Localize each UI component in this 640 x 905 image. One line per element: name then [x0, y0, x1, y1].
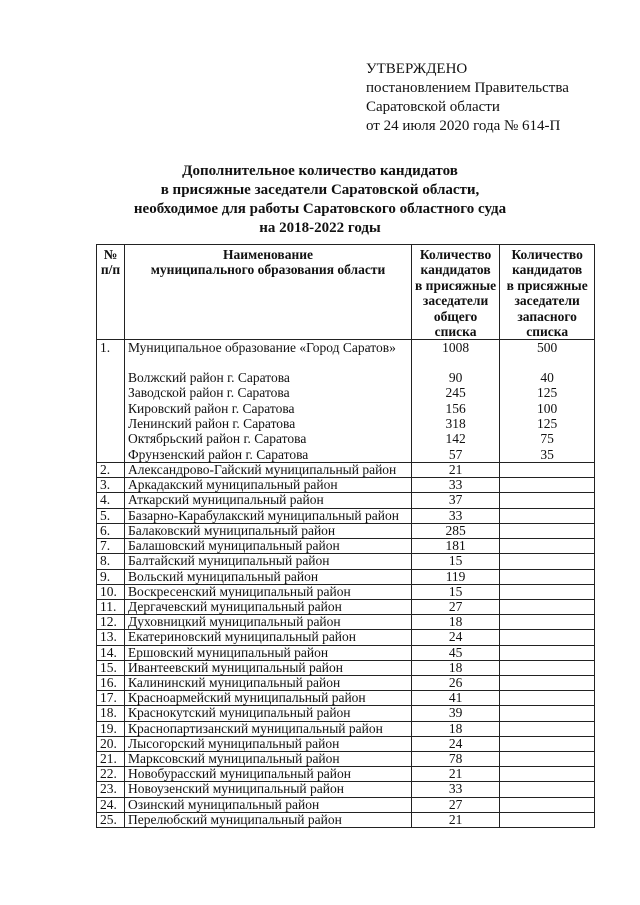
table-row — [97, 569, 595, 584]
row-general: 18 — [412, 660, 500, 675]
row-number: 22. — [97, 767, 125, 782]
row-reserve — [500, 691, 595, 706]
row-reserve — [500, 478, 595, 493]
title-line: Дополнительное количество кандидатов — [182, 163, 458, 179]
district-general: 318 — [445, 415, 466, 431]
row-general: 78 — [412, 751, 500, 766]
row-number: 3. — [97, 478, 125, 493]
district-name: Ленинский район г. Саратова — [128, 415, 296, 431]
district-name: Фрунзенский район г. Саратова — [128, 446, 309, 462]
candidates-table — [96, 244, 595, 828]
row-reserve — [500, 812, 595, 827]
table-row — [97, 508, 595, 523]
row-reserve: 500 40 125 100 125 75 35 — [500, 340, 595, 463]
table-row — [97, 539, 595, 554]
row-name: Красноармейский муниципальный район — [125, 691, 412, 706]
table-row — [97, 691, 595, 706]
header-number: № п/п — [97, 245, 125, 340]
district-name: Октябрьский район г. Саратова — [128, 431, 307, 447]
table-row-saratov — [97, 340, 595, 463]
row-reserve — [500, 584, 595, 599]
table-row — [97, 599, 595, 614]
row-general: 27 — [412, 797, 500, 812]
table-row — [97, 812, 595, 827]
row-general: 18 — [412, 615, 500, 630]
table-row — [97, 478, 595, 493]
row-name: Муниципальное образование «Город Саратов» Волжский район г. Саратова Заводской район г. Саратова Кировский район г. Саратова Ленинский район г. Саратова Октябрьский район г. Саратова Фрунзенский район г. Саратова — [125, 340, 412, 463]
row-name: Александрово-Гайский муниципальный район — [125, 463, 412, 478]
row-name: Краснокутский муниципальный район — [125, 706, 412, 721]
title-line: на 2018-2022 годы — [259, 220, 381, 236]
row-reserve — [500, 797, 595, 812]
district-reserve: 125 — [537, 415, 558, 431]
row-reserve — [500, 523, 595, 538]
row-general: 27 — [412, 599, 500, 614]
row-general: 15 — [412, 554, 500, 569]
district-reserve: 100 — [537, 400, 558, 416]
row-name: Духовницкий муниципальный район — [125, 615, 412, 630]
row-number: 20. — [97, 736, 125, 751]
table-row — [97, 706, 595, 721]
row-general: 26 — [412, 675, 500, 690]
row-reserve — [500, 630, 595, 645]
row-name: Новобурасский муниципальный район — [125, 767, 412, 782]
row-general: 181 — [412, 539, 500, 554]
row-number: 9. — [97, 569, 125, 584]
row-reserve — [500, 736, 595, 751]
row-name: Аркадакский муниципальный район — [125, 478, 412, 493]
table-row — [97, 630, 595, 645]
district-general: 90 — [448, 369, 463, 385]
row-name: Лысогорский муниципальный район — [125, 736, 412, 751]
row-number: 1. — [97, 340, 125, 463]
district-general: 245 — [445, 385, 466, 401]
row-name: Озинский муниципальный район — [125, 797, 412, 812]
document-title — [0, 162, 640, 238]
row-reserve — [500, 751, 595, 766]
row-name: Воскресенский муниципальный район — [125, 584, 412, 599]
row-reserve — [500, 569, 595, 584]
table-row — [97, 751, 595, 766]
header-reserve-list: Количество кандидатов в присяжные заседатели запасного списка — [500, 245, 595, 340]
row-reserve — [500, 782, 595, 797]
table-row — [97, 767, 595, 782]
table-row — [97, 660, 595, 675]
row-number: 18. — [97, 706, 125, 721]
table-row — [97, 493, 595, 508]
row-name: Ивантеевский муниципальный район — [125, 660, 412, 675]
row-reserve — [500, 493, 595, 508]
row-number: 11. — [97, 599, 125, 614]
row-reserve — [500, 660, 595, 675]
row-name: Балашовский муниципальный район — [125, 539, 412, 554]
row-number: 23. — [97, 782, 125, 797]
table-row — [97, 782, 595, 797]
table-row — [97, 736, 595, 751]
row-name: Балаковский муниципальный район — [125, 523, 412, 538]
district-general: 142 — [445, 431, 466, 447]
row-name: Балтайский муниципальный район — [125, 554, 412, 569]
row-reserve — [500, 706, 595, 721]
row-number: 12. — [97, 615, 125, 630]
row-reserve — [500, 508, 595, 523]
row-general: 33 — [412, 508, 500, 523]
table-row — [97, 615, 595, 630]
row-number: 24. — [97, 797, 125, 812]
table-row — [97, 721, 595, 736]
row-number: 2. — [97, 463, 125, 478]
row-name: Краснопартизанский муниципальный район — [125, 721, 412, 736]
row-number: 4. — [97, 493, 125, 508]
table-row — [97, 584, 595, 599]
row-reserve — [500, 767, 595, 782]
row-name: Ершовский муниципальный район — [125, 645, 412, 660]
row-name: Екатериновский муниципальный район — [125, 630, 412, 645]
row-name: Новоузенский муниципальный район — [125, 782, 412, 797]
table-row — [97, 523, 595, 538]
row-number: 17. — [97, 691, 125, 706]
district-reserve: 35 — [540, 446, 554, 462]
row-name: Марксовский муниципальный район — [125, 751, 412, 766]
row-general: 41 — [412, 691, 500, 706]
header-general-list: Количество кандидатов в присяжные заседатели общего списка — [412, 245, 500, 340]
row-general: 285 — [412, 523, 500, 538]
row-general: 24 — [412, 630, 500, 645]
district-name: Заводской район г. Саратова — [128, 385, 290, 401]
row-reserve — [500, 615, 595, 630]
table-row — [97, 463, 595, 478]
row-reserve — [500, 599, 595, 614]
row-general: 24 — [412, 736, 500, 751]
row-general: 18 — [412, 721, 500, 736]
district-reserve: 75 — [540, 431, 554, 447]
table-header-row — [97, 245, 595, 340]
row-general: 37 — [412, 493, 500, 508]
district-general: 57 — [448, 446, 463, 462]
table-row — [97, 554, 595, 569]
table-row — [97, 645, 595, 660]
row-general: 21 — [412, 463, 500, 478]
row-general: 1008 90 245 156 318 142 57 — [412, 340, 500, 463]
row-name: Вольский муниципальный район — [125, 569, 412, 584]
row-general: 33 — [412, 782, 500, 797]
row-number: 8. — [97, 554, 125, 569]
row-reserve — [500, 539, 595, 554]
row-number: 13. — [97, 630, 125, 645]
row-number: 15. — [97, 660, 125, 675]
title-line: в присяжные заседатели Саратовской области, — [160, 182, 480, 198]
approval-line: постановлением Правительства — [366, 80, 569, 96]
district-reserve: 125 — [537, 385, 558, 401]
district-reserve: 40 — [540, 369, 554, 385]
table-row — [97, 675, 595, 690]
district-general: 156 — [445, 400, 466, 416]
row-number: 6. — [97, 523, 125, 538]
row-number: 19. — [97, 721, 125, 736]
district-name: Волжский район г. Саратова — [128, 369, 290, 385]
row-number: 14. — [97, 645, 125, 660]
row-number: 21. — [97, 751, 125, 766]
approval-date: от 24 июля 2020 года № 614-П — [366, 118, 561, 134]
approval-heading: УТВЕРЖДЕНО — [366, 61, 468, 77]
row-number: 16. — [97, 675, 125, 690]
row-general: 119 — [412, 569, 500, 584]
row-general: 39 — [412, 706, 500, 721]
row-reserve — [500, 721, 595, 736]
header-name: Наименование муниципального образования области — [125, 245, 412, 340]
approval-line: Саратовской области — [366, 99, 500, 115]
table-row — [97, 797, 595, 812]
row-reserve — [500, 675, 595, 690]
row-general: 45 — [412, 645, 500, 660]
row-general: 21 — [412, 812, 500, 827]
row-reserve — [500, 554, 595, 569]
row-number: 25. — [97, 812, 125, 827]
row-name: Калининский муниципальный район — [125, 675, 412, 690]
row-name: Дергачевский муниципальный район — [125, 599, 412, 614]
row-number: 7. — [97, 539, 125, 554]
row-name: Перелюбский муниципальный район — [125, 812, 412, 827]
title-line: необходимое для работы Саратовского областного суда — [133, 201, 507, 217]
row-number: 5. — [97, 508, 125, 523]
approval-block — [366, 60, 569, 136]
row-reserve — [500, 645, 595, 660]
row-number: 10. — [97, 584, 125, 599]
row-general: 21 — [412, 767, 500, 782]
row-general: 33 — [412, 478, 500, 493]
district-name: Кировский район г. Саратова — [128, 400, 295, 416]
row-general: 15 — [412, 584, 500, 599]
row-name: Аткарский муниципальный район — [125, 493, 412, 508]
row-name: Базарно-Карабулакский муниципальный район — [125, 508, 412, 523]
row-reserve — [500, 463, 595, 478]
